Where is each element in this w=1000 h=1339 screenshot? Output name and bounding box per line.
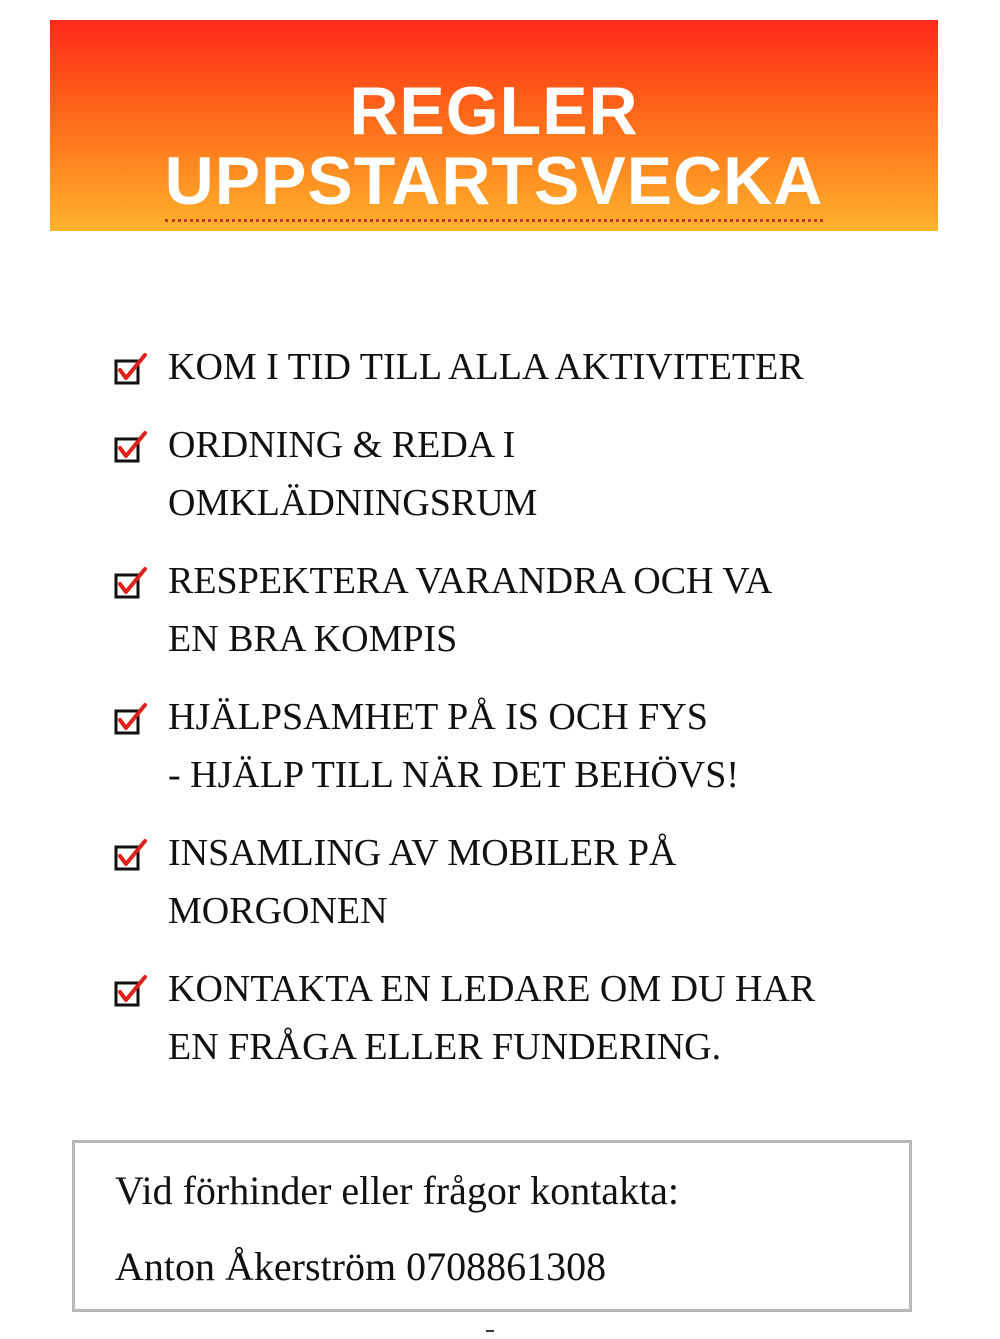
banner-title-line-2 [50,143,938,219]
rule-item [112,960,932,1076]
rule-item [112,688,932,804]
banner-title-line-1: REGLER [349,73,639,149]
rule-text: ORDNING & REDA I OMKLÄDNINGSRUM [168,424,538,524]
banner-title-line-2-text: UPPSTARTSVECKA [165,143,824,222]
rule-text: INSAMLING AV MOBILER PÅ MORGONEN [168,832,677,932]
contact-intro: Vid förhinder eller frågor kontakta: [115,1168,680,1213]
contact-person: Anton Åkerström 0708861308 [115,1244,607,1289]
checkbox-checked-icon [114,430,148,464]
page-edge-mark [486,1330,494,1335]
rules-list [112,338,932,1096]
rule-item [112,552,932,668]
rule-text: HJÄLPSAMHET PÅ IS OCH FYS - HJÄLP TILL NÄR DET BEHÖVS! [168,696,740,796]
rule-text: KOM I TID TILL ALLA AKTIVITETER [168,346,804,388]
title-banner [50,20,938,231]
rule-text: RESPEKTERA VARANDRA OCH VA EN BRA KOMPIS [168,560,773,660]
rule-text: KONTAKTA EN LEDARE OM DU HAR EN FRÅGA ELLER FUNDERING. [168,968,816,1068]
contact-box [72,1140,912,1312]
checkbox-checked-icon [114,566,148,600]
rule-item [112,416,932,532]
rule-item [112,338,932,396]
checkbox-checked-icon [114,974,148,1008]
checkbox-checked-icon [114,702,148,736]
checkbox-checked-icon [114,838,148,872]
checkbox-checked-icon [114,352,148,386]
rule-item [112,824,932,940]
